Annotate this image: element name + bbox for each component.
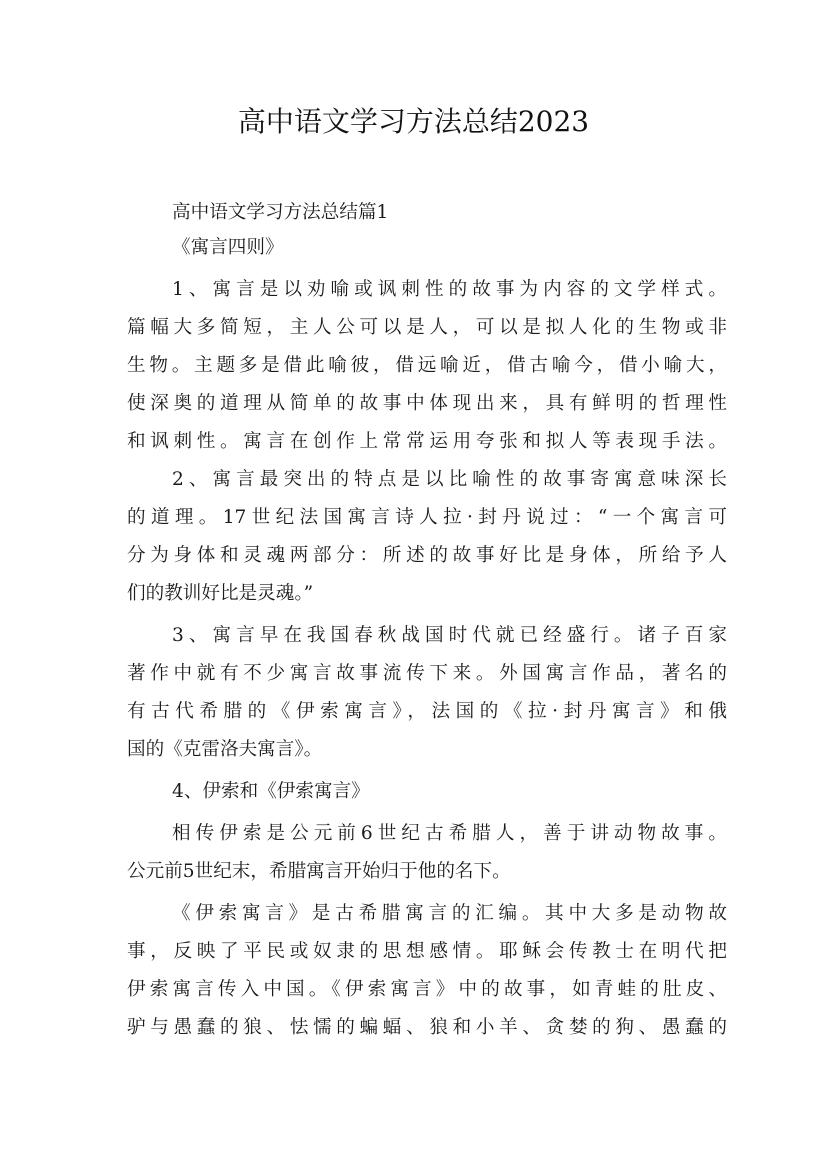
subsection-heading: 《寓言四则》 bbox=[172, 237, 284, 258]
paragraph-line: 和讽刺性。寓言在创作上常常运用夸张和拟人等表现手法。 bbox=[127, 431, 727, 452]
paragraph-line: 事，反映了平民或奴隶的思想感情。耶稣会传教士在明代把 bbox=[127, 941, 727, 962]
paragraph-line: 使深奥的道理从简单的故事中体现出来，具有鲜明的哲理性 bbox=[127, 393, 727, 414]
paragraph-line: 的道理。17世纪法国寓言诗人拉·封丹说过：“一个寓言可 bbox=[127, 507, 727, 528]
paragraph-line: 生物。主题多是借此喻彼，借远喻近，借古喻今，借小喻大， bbox=[127, 355, 727, 376]
paragraph-line: 分为身体和灵魂两部分：所述的故事好比是身体，所给予人 bbox=[127, 545, 727, 566]
paragraph-line: 伊索寓言传入中国。《伊索寓言》中的故事，如青蛙的肚皮、 bbox=[127, 979, 727, 1000]
paragraph-line: 国的《克雷洛夫寓言》。 bbox=[127, 739, 323, 760]
paragraph-line: 公元前5世纪末，希腊寓言开始归于他的名下。 bbox=[127, 861, 511, 882]
paragraph-line: 们的教训好比是灵魂。” bbox=[127, 583, 314, 604]
paragraph-line: 1、寓言是以劝喻或讽刺性的故事为内容的文学样式。 bbox=[172, 279, 727, 300]
paragraph-line: 驴与愚蠢的狼、怯懦的蝙蝠、狼和小羊、贪婪的狗、愚蠢的 bbox=[127, 1017, 727, 1038]
paragraph-line: 有古代希腊的《伊索寓言》，法国的《拉·封丹寓言》和俄 bbox=[127, 701, 727, 722]
paragraph-line: 篇幅大多简短，主人公可以是人，可以是拟人化的生物或非 bbox=[127, 317, 727, 338]
section-heading: 高中语文学习方法总结篇1 bbox=[172, 202, 389, 223]
subsection-heading: 4、伊索和《伊索寓言》 bbox=[172, 781, 370, 802]
paragraph-line: 《伊索寓言》是古希腊寓言的汇编。其中大多是动物故 bbox=[172, 903, 727, 924]
document-title: 高中语文学习方法总结2023 bbox=[237, 105, 590, 138]
paragraph-line: 2、寓言最突出的特点是以比喻性的故事寄寓意味深长 bbox=[172, 469, 727, 490]
paragraph-line: 著作中就有不少寓言故事流传下来。外国寓言作品，著名的 bbox=[127, 663, 727, 684]
paragraph-line: 3、寓言早在我国春秋战国时代就已经盛行。诸子百家 bbox=[172, 625, 727, 646]
paragraph-line: 相传伊索是公元前6世纪古希腊人，善于讲动物故事。 bbox=[172, 823, 727, 844]
